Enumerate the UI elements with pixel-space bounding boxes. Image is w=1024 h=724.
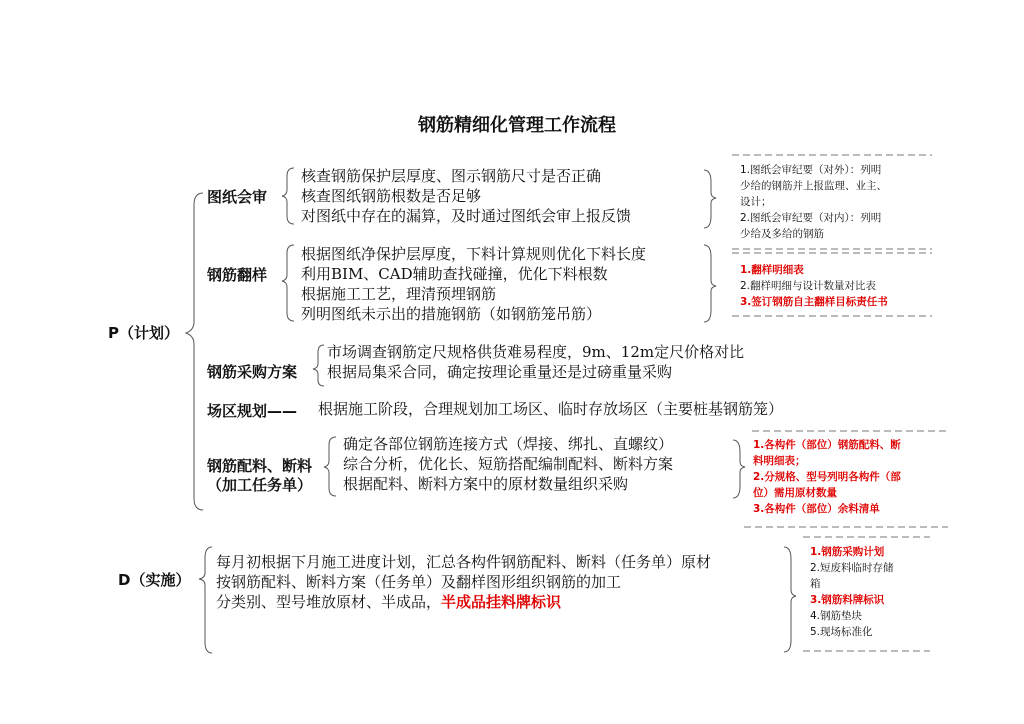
drawing-review-line-2: 核查图纸钢筋根数是否足够 [301, 187, 482, 205]
site-planning-label: 场区规划—— [207, 402, 298, 420]
procurement-line-2: 根据局集采合同，确定按理论重量还是过磅重量采购 [327, 363, 673, 381]
implementation-line-1: 每月初根据下月施工进度计划，汇总各构件钢筋配料、断料（任务单）原材 [216, 553, 712, 571]
note-implementation-4: 3.钢筋料牌标识 [810, 594, 885, 606]
drawing-review-close [704, 170, 716, 228]
note-rebar-detailing-2: 2.翻样明细与设计数量对比表 [740, 280, 877, 292]
note-rebar-detailing-1: 1.翻样明细表 [740, 264, 804, 276]
note-drawing-review-3: 设计； [740, 196, 772, 208]
note-implementation-2: 2.短废料临时存储 [810, 562, 894, 574]
note-cutting-5: 3.各构件（部位）余料清单 [753, 503, 880, 515]
cutting-close [733, 440, 745, 498]
note-implementation-1: 1.钢筋采购计划 [810, 546, 885, 558]
drawing-review-line-1: 核查钢筋保护层厚度、图示钢筋尺寸是否正确 [301, 167, 602, 185]
cutting-line-1: 确定各部位钢筋连接方式（焊接、绑扎、直螺纹） [343, 435, 674, 453]
note-implementation-3: 箱 [810, 578, 821, 590]
note-rebar-detailing [740, 262, 888, 310]
rebar-detailing-label: 钢筋翻样 [207, 266, 268, 284]
drawing-review-bracket [282, 168, 294, 224]
rebar-detailing-line-4: 列明图纸未示出的措施钢筋（如钢筋笼吊筋） [301, 305, 602, 323]
drawing-review-line-3: 对图纸中存在的漏算，及时通过图纸会审上报反馈 [301, 207, 632, 225]
procurement-bracket [313, 345, 324, 386]
procurement-label: 钢筋采购方案 [207, 363, 298, 381]
do-bracket [199, 547, 212, 653]
note-cutting [753, 437, 901, 517]
do-close [784, 547, 796, 652]
note-implementation [810, 544, 894, 640]
implementation-line-3-text: 分类别、型号堆放原材、半成品， [216, 593, 442, 611]
implementation-line-2: 按钢筋配料、断料方案（任务单）及翻样图形组织钢筋的加工 [216, 573, 622, 591]
note-rebar-detailing-3: 3.签订钢筋自主翻样目标责任书 [740, 296, 888, 308]
plan-bracket [186, 193, 203, 510]
phase-plan-label: P（计划） [108, 324, 179, 342]
cutting-line-3: 根据配料、断料方案中的原材数量组织采购 [343, 475, 629, 493]
cutting-bracket [324, 437, 336, 496]
note-drawing-review-1: 1.图纸会审纪要（对外）：列明 [740, 164, 882, 176]
rebar-detailing-bracket [282, 245, 294, 321]
page-title: 钢筋精细化管理工作流程 [418, 115, 616, 136]
note-drawing-review-2: 少给的钢筋并上报监理、业主、 [740, 180, 887, 192]
drawing-review-label: 图纸会审 [207, 188, 268, 206]
note-cutting-4: 位）需用原材数量 [753, 487, 837, 499]
cutting-label-line-1: 钢筋配料、断料 [207, 457, 313, 475]
note-implementation-6: 5.现场标准化 [810, 626, 873, 638]
phase-do-label: D（实施） [118, 571, 191, 589]
note-drawing-review [740, 162, 887, 242]
implementation-highlight: 半成品挂料牌标识 [441, 593, 562, 611]
cutting-line-2: 综合分析，优化长、短筋搭配编制配料、断料方案 [343, 455, 674, 473]
rebar-detailing-line-2: 利用BIM、CAD辅助查找碰撞，优化下料根数 [301, 265, 608, 283]
cutting-label-line-2: （加工任务单） [207, 476, 313, 494]
note-drawing-review-4: 2.图纸会审纪要（对内）：列明 [740, 212, 882, 224]
procurement-line-1: 市场调查钢筋定尺规格供货难易程度，9m、12m定尺价格对比 [327, 343, 745, 361]
note-cutting-1: 1.各构件（部位）钢筋配料、断 [753, 439, 901, 451]
rebar-detailing-line-1: 根据图纸净保护层厚度，下料计算规则优化下料长度 [301, 245, 647, 263]
site-planning-text: 根据施工阶段，合理规划加工场区、临时存放场区（主要桩基钢筋笼） [318, 400, 784, 418]
rebar-detailing-line-3: 根据施工工艺，理清预埋钢筋 [301, 285, 497, 303]
note-cutting-2: 料明细表； [753, 455, 806, 467]
rebar-detailing-close [704, 245, 716, 322]
note-cutting-3: 2.分规格、型号列明各构件（部 [753, 471, 901, 483]
note-drawing-review-5: 少给及多给的钢筋 [740, 228, 824, 240]
implementation-line-3 [216, 592, 561, 612]
note-implementation-5: 4.钢筋垫块 [810, 610, 863, 622]
